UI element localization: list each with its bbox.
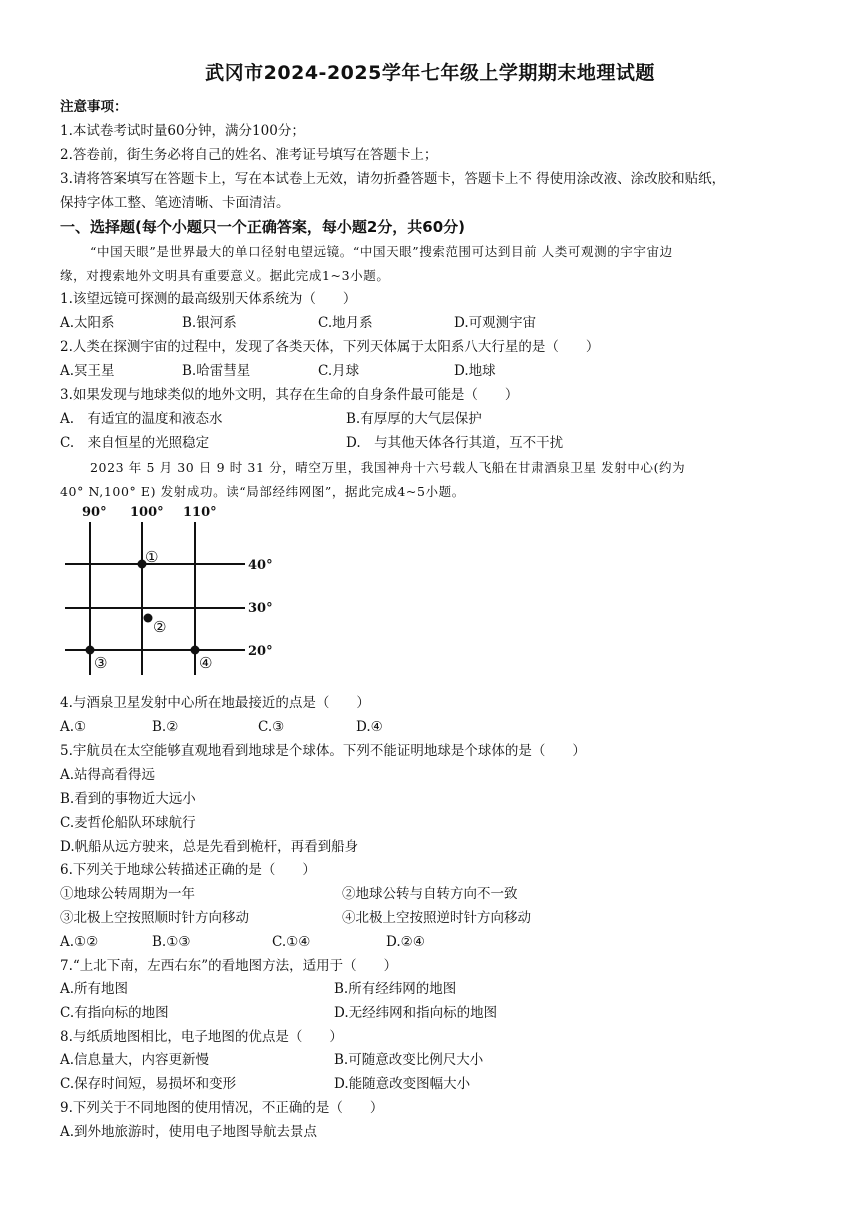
question-8-stem: 8.与纸质地图相比，电子地图的优点是（ ） [60, 1029, 343, 1045]
question-6-statement-4: ④北极上空按照逆时针方向移动 [342, 910, 531, 926]
question-5-option-d: D.帆船从远方驶来，总是先看到桅杆，再看到船身 [60, 839, 359, 855]
question-6-statement-2: ②地球公转与自转方向不一致 [342, 886, 518, 902]
lat-label-20: 20° [248, 644, 273, 659]
question-6-option-b: B.①③ [152, 934, 191, 950]
lon-label-100: 100° [130, 505, 164, 520]
question-1-stem: 1.该望远镜可探测的最高级别天体系统为（ ） [60, 291, 357, 307]
lon-label-90: 90° [82, 505, 107, 520]
question-3-option-b: B.有厚厚的大气层保护 [346, 411, 482, 427]
passage-2-line-1: 2023 年 5 月 30 日 9 时 31 分，晴空万里，我国神舟十六号载人飞船在甘肃酒泉卫星 发射中心(约为 [90, 460, 686, 475]
notice-item-2: 2.答卷前，街生务必将自己的姓名、准考证号填写在答题卡上； [60, 147, 438, 163]
question-1-option-a: A.太阳系 [60, 315, 115, 331]
question-8-option-b: B.可随意改变比例尺大小 [334, 1052, 484, 1068]
question-1-option-c: C.地月系 [318, 315, 373, 331]
point-3-label: ③ [94, 654, 108, 672]
notice-item-1: 1.本试卷考试时量60分钟，满分100分； [60, 123, 305, 139]
question-2-option-b: B.哈雷彗星 [182, 363, 251, 379]
question-8-option-c: C.保存时间短，易损坏和变形 [60, 1076, 237, 1092]
question-2-option-c: C.月球 [318, 363, 360, 379]
notice-item-3: 3.请将答案填写在答题卡上，写在本试卷上无效，请勿折叠答题卡，答题卡上不 得使用涂改液、涂改胶和贴纸， [60, 171, 726, 187]
question-5-option-a: A.站得高看得远 [60, 767, 156, 783]
question-8-option-a: A.信息量大，内容更新慢 [60, 1052, 210, 1068]
lat-label-30: 30° [248, 601, 273, 616]
point-2-label: ② [153, 618, 167, 636]
question-3-option-c: C. 来自恒星的光照稳定 [60, 435, 210, 451]
point-4-label: ④ [199, 654, 213, 672]
question-9-stem: 9.下列关于不同地图的使用情况，不正确的是（ ） [60, 1100, 384, 1116]
question-4-stem: 4.与酒泉卫星发射中心所在地最接近的点是（ ） [60, 695, 370, 711]
passage-1-line-2: 缘，对搜索地外文明具有重要意义。据此完成1~3小题。 [60, 268, 390, 283]
question-2-option-d: D.地球 [454, 363, 496, 379]
notice-item-3-cont: 保持字体工整、笔迹清晰、卡面清洁。 [60, 195, 290, 211]
section-heading: 一、选择题(每个小题只一个正确答案，每小题2分，共60分) [60, 218, 466, 236]
question-9-option-a: A.到外地旅游时，使用电子地图导航去景点 [60, 1124, 318, 1140]
question-3-option-d: D. 与其他天体各行其道，互不干扰 [346, 435, 564, 451]
question-6-option-c: C.①④ [272, 934, 311, 950]
question-4-option-d: D.④ [356, 719, 383, 735]
notice-heading: 注意事项： [60, 99, 128, 115]
question-8-option-d: D.能随意改变图幅大小 [334, 1076, 471, 1092]
question-2-stem: 2.人类在探测宇宙的过程中，发现了各类天体，下列天体属于太阳系八大行星的是（ ） [60, 339, 600, 355]
question-6-option-d: D.②④ [386, 934, 425, 950]
point-1-label: ① [145, 548, 159, 566]
question-3-stem: 3.如果发现与地球类似的地外文明，其存在生命的自身条件最可能是（ ） [60, 387, 519, 403]
question-5-option-c: C.麦哲伦船队环球航行 [60, 815, 196, 831]
question-6-stem: 6.下列关于地球公转描述正确的是（ ） [60, 862, 316, 878]
question-6-option-a: A.①② [60, 934, 99, 950]
question-1-option-d: D.可观测宇宙 [454, 315, 537, 331]
question-7-option-a: A.所有地图 [60, 981, 129, 997]
lon-label-110: 110° [183, 505, 217, 520]
point-2-dot [144, 614, 153, 623]
question-6-statement-3: ③北极上空按照顺时针方向移动 [60, 910, 249, 926]
question-7-option-b: B.所有经纬网的地图 [334, 981, 457, 997]
lat-long-grid-figure [60, 500, 280, 680]
question-3-option-a: A. 有适宜的温度和液态水 [60, 411, 223, 427]
passage-2-line-2: 40° N,100° E) 发射成功。读“局部经纬网图”，据此完成4~5小题。 [60, 484, 465, 499]
question-4-option-a: A.① [60, 719, 87, 735]
lat-label-40: 40° [248, 558, 273, 573]
question-7-option-d: D.无经纬网和指向标的地图 [334, 1005, 498, 1021]
question-4-option-c: C.③ [258, 719, 285, 735]
question-2-option-a: A.冥王星 [60, 363, 115, 379]
passage-1-line-1: “中国天眼”是世界最大的单口径射电望远镜。“中国天眼”搜索范围可达到目前 人类可观测的宇宇宙边 [90, 244, 673, 259]
question-1-option-b: B.银河系 [182, 315, 237, 331]
question-5-option-b: B.看到的事物近大远小 [60, 791, 196, 807]
question-5-stem: 5.宇航员在太空能够直观地看到地球是个球体。下列不能证明地球是个球体的是（ ） [60, 743, 586, 759]
question-7-stem: 7.“上北下南，左西右东”的看地图方法，适用于（ ） [60, 958, 398, 974]
question-7-option-c: C.有指向标的地图 [60, 1005, 169, 1021]
question-4-option-b: B.② [152, 719, 179, 735]
page-title: 武冈市2024-2025学年七年级上学期期末地理试题 [205, 62, 655, 84]
question-6-statement-1: ①地球公转周期为一年 [60, 886, 195, 902]
